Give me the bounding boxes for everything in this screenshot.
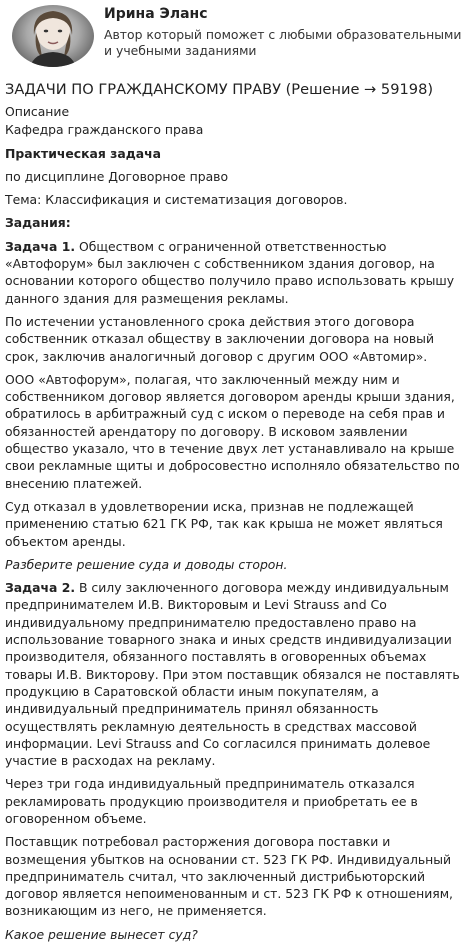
author-description: Автор который поможет с любыми образовательными и учебными заданиями	[104, 27, 462, 58]
topic: Тема: Классификация и систематизация договоров.	[5, 192, 348, 208]
author-name[interactable]: Ирина Эланс	[104, 6, 208, 22]
task2-paragraph-1	[5, 579, 467, 769]
task1-text-1: Обществом с ограниченной ответственностью «Автофорум» был заключен с собственником здания договор, на основании которого общество получило право использовать крышу данного здания для размещения рекламы.	[5, 238, 455, 306]
task1-paragraph-4: Суд отказал в удовлетворении иска, признав не подлежащей применению статью 621 ГК РФ, так как крыша не может являться объектом аренды.	[5, 498, 443, 549]
task1-paragraph-3: ООО «Автофорум», полагая, что заключенный между ним и собственником договор является договором аренды крыши здания, обратилось в арбитражный суд с иском о переводе на себя прав и обязанностей арендатору по договору. В исковом заявлении общество указало, что в течение двух лет устанавливало на крыше свои рекламные щиты и добросовестно исполняло обязательство по внесению платежей.	[5, 371, 460, 491]
description-label: Описание	[5, 104, 70, 119]
task2-text-1: В силу заключенного договора между индивидуальным предпринимателем И.В. Викторовым и Levi Strauss and Co индивидуальному предпринимателю предоставлено право на использование товарного знака и иных средств индивидуализации производителя, обязанного поставлять в оговоренных объемах товары И.В. Викторову. При этом поставщик обязался не поставлять продукцию в Саратовской области иным покупателям, а индивидуальный предприниматель принял обязанность осуществлять рекламную деятельность в средствах массовой информации. Levi Strauss and Co согласился принимать долевое участие в расходах на рекламу.	[5, 580, 460, 769]
task2-paragraph-3: Поставщик потребовал расторжения договора поставки и возмещения убытков на основании ст. 523 ГК РФ. Индивидуальный предприниматель считал, что заключенный дистрибьюторский договор является непоименованным и ст. 523 ГК РФ к отношениям, возникающим из него, не применяется.	[5, 834, 453, 919]
task1-paragraph-2: По истечении установленного срока действия этого договора собственник отказал обществу в заключении договора на новый срок, заключив аналогичный договор с другим ООО «Автомир».	[5, 313, 435, 364]
author-header	[0, 0, 474, 72]
task1-question: Разберите решение суда и доводы сторон.	[5, 556, 288, 572]
task1-paragraph-1	[5, 238, 467, 307]
task2-paragraph-2: Через три года индивидуальный предприниматель отказался рекламировать продукцию производителя и приобретать ее в оговоренном объеме.	[5, 776, 418, 826]
task1-label: Задача 1.	[5, 238, 76, 254]
page-title: ЗАДАЧИ ПО ГРАЖДАНСКОМУ ПРАВУ (Решение → 59198)	[5, 81, 434, 98]
document-content	[5, 80, 467, 949]
tasks-heading: Задания:	[5, 215, 71, 231]
author-photo-icon	[12, 5, 94, 67]
task2-label: Задача 2.	[5, 580, 76, 596]
practical-task-heading: Практическая задача	[5, 145, 161, 161]
task2-question: Какое решение вынесет суд?	[5, 926, 198, 942]
avatar[interactable]	[12, 5, 94, 67]
discipline: по дисциплине Договорное право	[5, 168, 229, 184]
department: Кафедра гражданского права	[5, 122, 204, 138]
